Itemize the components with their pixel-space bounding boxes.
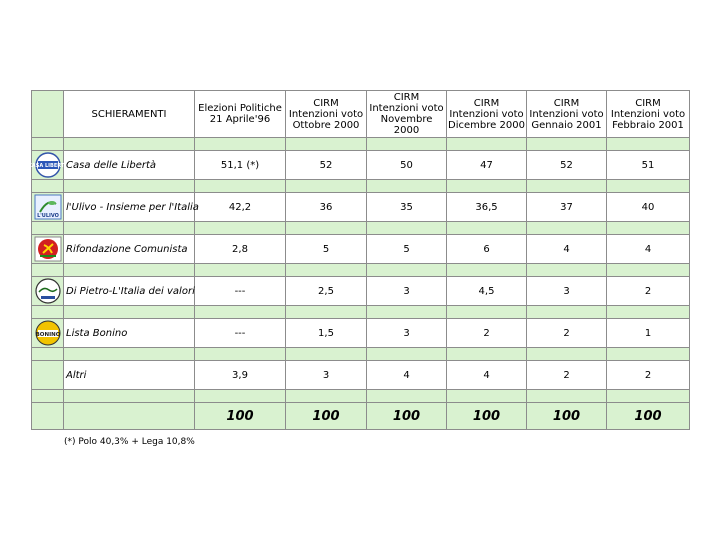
italia-dei-valori-logo (34, 278, 62, 304)
value-cell: 2 (607, 277, 690, 306)
header-column-0 (195, 91, 286, 138)
total-row (32, 403, 690, 430)
value-cell: --- (195, 277, 286, 306)
spacer-cell (286, 390, 367, 403)
value-cell: 6 (447, 235, 527, 264)
header-line: Ottobre 2000 (292, 119, 360, 131)
spacer-cell (527, 264, 607, 277)
spacer-cell (195, 138, 286, 151)
spacer-row (32, 264, 690, 277)
spacer-cell (286, 222, 367, 235)
spacer-cell (195, 180, 286, 193)
header-column-2 (367, 91, 447, 138)
spacer-cell (64, 222, 195, 235)
spacer-cell (64, 348, 195, 361)
party-name: l'Ulivo - Insieme per l'Italia (64, 193, 195, 222)
spacer-cell (286, 348, 367, 361)
spacer-cell (195, 390, 286, 403)
spacer-cell (527, 222, 607, 235)
svg-text:BONINO: BONINO (35, 332, 60, 338)
spacer-cell (607, 306, 690, 319)
value-cell: 3 (367, 277, 447, 306)
total-icon-cell (32, 403, 64, 430)
spacer-cell (527, 306, 607, 319)
header-column-1 (286, 91, 367, 138)
spacer-cell (607, 390, 690, 403)
spacer-cell (527, 180, 607, 193)
value-cell: 3,9 (195, 361, 286, 390)
total-cell: 100 (607, 403, 690, 430)
spacer-cell (286, 180, 367, 193)
spacer-cell (607, 138, 690, 151)
value-cell: 47 (447, 151, 527, 180)
spacer-cell (32, 348, 64, 361)
value-cell: 4,5 (447, 277, 527, 306)
value-cell: --- (195, 319, 286, 348)
spacer-cell (64, 390, 195, 403)
value-cell: 1 (607, 319, 690, 348)
spacer-cell (367, 390, 447, 403)
poll-table (27, 90, 690, 430)
value-cell: 40 (607, 193, 690, 222)
spacer-cell (447, 390, 527, 403)
value-cell: 37 (527, 193, 607, 222)
value-cell: 2 (527, 361, 607, 390)
spacer-cell (367, 138, 447, 151)
header-icon-cell (32, 91, 64, 138)
party-row (32, 361, 690, 390)
value-cell: 5 (367, 235, 447, 264)
svg-text:L'ULIVO: L'ULIVO (36, 213, 59, 219)
spacer-row (32, 138, 690, 151)
total-cell: 100 (447, 403, 527, 430)
party-row (32, 319, 690, 348)
spacer-cell (447, 138, 527, 151)
casa-delle-liberta-logo (27, 152, 68, 178)
value-cell: 42,2 (195, 193, 286, 222)
total-cell: 100 (195, 403, 286, 430)
spacer-row (32, 306, 690, 319)
total-label-cell (64, 403, 195, 430)
party-row (32, 277, 690, 306)
header-line: Elezioni Politiche (198, 103, 282, 114)
value-cell: 52 (527, 151, 607, 180)
spacer-row (32, 348, 690, 361)
value-cell: 1,5 (286, 319, 367, 348)
spacer-cell (367, 348, 447, 361)
spacer-cell (64, 306, 195, 319)
spacer-cell (447, 306, 527, 319)
spacer-cell (286, 264, 367, 277)
spacer-cell (195, 264, 286, 277)
spacer-cell (447, 348, 527, 361)
header-line: Febbraio 2001 (612, 119, 684, 131)
header-schieramenti: SCHIERAMENTI (64, 91, 195, 138)
party-logo-cell (27, 151, 68, 180)
value-cell: 2 (607, 361, 690, 390)
spacer-cell (607, 222, 690, 235)
spacer-cell (286, 138, 367, 151)
header-line: 21 Aprile'96 (209, 114, 271, 125)
spacer-cell (64, 138, 195, 151)
header-line: Intenzioni voto (288, 108, 364, 120)
spacer-cell (32, 222, 64, 235)
party-logo-cell (32, 361, 64, 390)
spacer-cell (607, 264, 690, 277)
header-line: Dicembre 2000 (448, 119, 525, 131)
rifondazione-comunista-logo (34, 236, 62, 262)
value-cell: 4 (447, 361, 527, 390)
value-cell: 4 (527, 235, 607, 264)
value-cell: 3 (527, 277, 607, 306)
value-cell: 2 (447, 319, 527, 348)
value-cell: 3 (367, 319, 447, 348)
spacer-cell (607, 348, 690, 361)
header-line: CIRM (393, 92, 420, 103)
header-line: Intenzioni voto (529, 108, 604, 120)
spacer-cell (64, 180, 195, 193)
spacer-cell (32, 390, 64, 403)
value-cell: 50 (367, 151, 447, 180)
spacer-cell (195, 348, 286, 361)
spacer-cell (32, 264, 64, 277)
value-cell: 51,1 (*) (195, 151, 286, 180)
spacer-cell (64, 264, 195, 277)
spacer-cell (367, 180, 447, 193)
spacer-cell (367, 264, 447, 277)
party-name: Rifondazione Comunista (64, 235, 195, 264)
lista-bonino-logo (34, 320, 62, 346)
spacer-cell (527, 390, 607, 403)
party-logo-cell (32, 319, 64, 348)
spacer-row (32, 390, 690, 403)
value-cell: 3 (286, 361, 367, 390)
header-row (32, 91, 690, 138)
footnote: (*) Polo 40,3% + Lega 10,8% (64, 437, 195, 447)
value-cell: 51 (607, 151, 690, 180)
value-cell: 4 (607, 235, 690, 264)
header-line: CIRM (635, 97, 661, 109)
header-line: Gennaio 2001 (531, 119, 602, 131)
spacer-row (32, 222, 690, 235)
header-line: 2000 (393, 125, 420, 136)
spacer-cell (447, 264, 527, 277)
spacer-cell (32, 180, 64, 193)
party-name: Altri (64, 361, 195, 390)
spacer-cell (32, 306, 64, 319)
value-cell: 4 (367, 361, 447, 390)
header-line: Intenzioni voto (610, 108, 686, 120)
spacer-cell (32, 138, 64, 151)
party-logo-cell (32, 235, 64, 264)
total-cell: 100 (527, 403, 607, 430)
value-cell: 35 (367, 193, 447, 222)
ulivo-logo (34, 194, 62, 220)
spacer-cell (527, 348, 607, 361)
spacer-cell (447, 222, 527, 235)
spacer-row (32, 180, 690, 193)
header-column-3 (447, 91, 527, 138)
party-row (32, 151, 690, 180)
spacer-cell (195, 306, 286, 319)
header-line: CIRM (313, 97, 339, 109)
party-row (32, 235, 690, 264)
value-cell: 5 (286, 235, 367, 264)
spacer-cell (447, 180, 527, 193)
value-cell: 2 (527, 319, 607, 348)
total-cell: 100 (286, 403, 367, 430)
spacer-cell (367, 306, 447, 319)
header-line: CIRM (473, 97, 500, 109)
party-logo-cell (32, 277, 64, 306)
party-name: Lista Bonino (64, 319, 195, 348)
party-name: Casa delle Libertà (64, 151, 195, 180)
value-cell: 52 (286, 151, 367, 180)
spacer-cell (286, 306, 367, 319)
spacer-cell (607, 180, 690, 193)
party-row (32, 193, 690, 222)
header-line: Intenzioni voto (369, 103, 444, 114)
header-line: Novembre (380, 114, 433, 125)
value-cell: 2,8 (195, 235, 286, 264)
spacer-cell (195, 222, 286, 235)
header-column-4 (527, 91, 607, 138)
party-logo-cell (32, 193, 64, 222)
total-cell: 100 (367, 403, 447, 430)
header-line: Intenzioni voto (449, 108, 524, 120)
header-line: CIRM (553, 97, 580, 109)
svg-text:CASA LIBERTÀ: CASA LIBERTÀ (27, 163, 68, 169)
value-cell: 2,5 (286, 277, 367, 306)
spacer-cell (367, 222, 447, 235)
party-name: Di Pietro-L'Italia dei valori (64, 277, 195, 306)
value-cell: 36,5 (447, 193, 527, 222)
spacer-cell (527, 138, 607, 151)
header-column-5 (607, 91, 690, 138)
value-cell: 36 (286, 193, 367, 222)
